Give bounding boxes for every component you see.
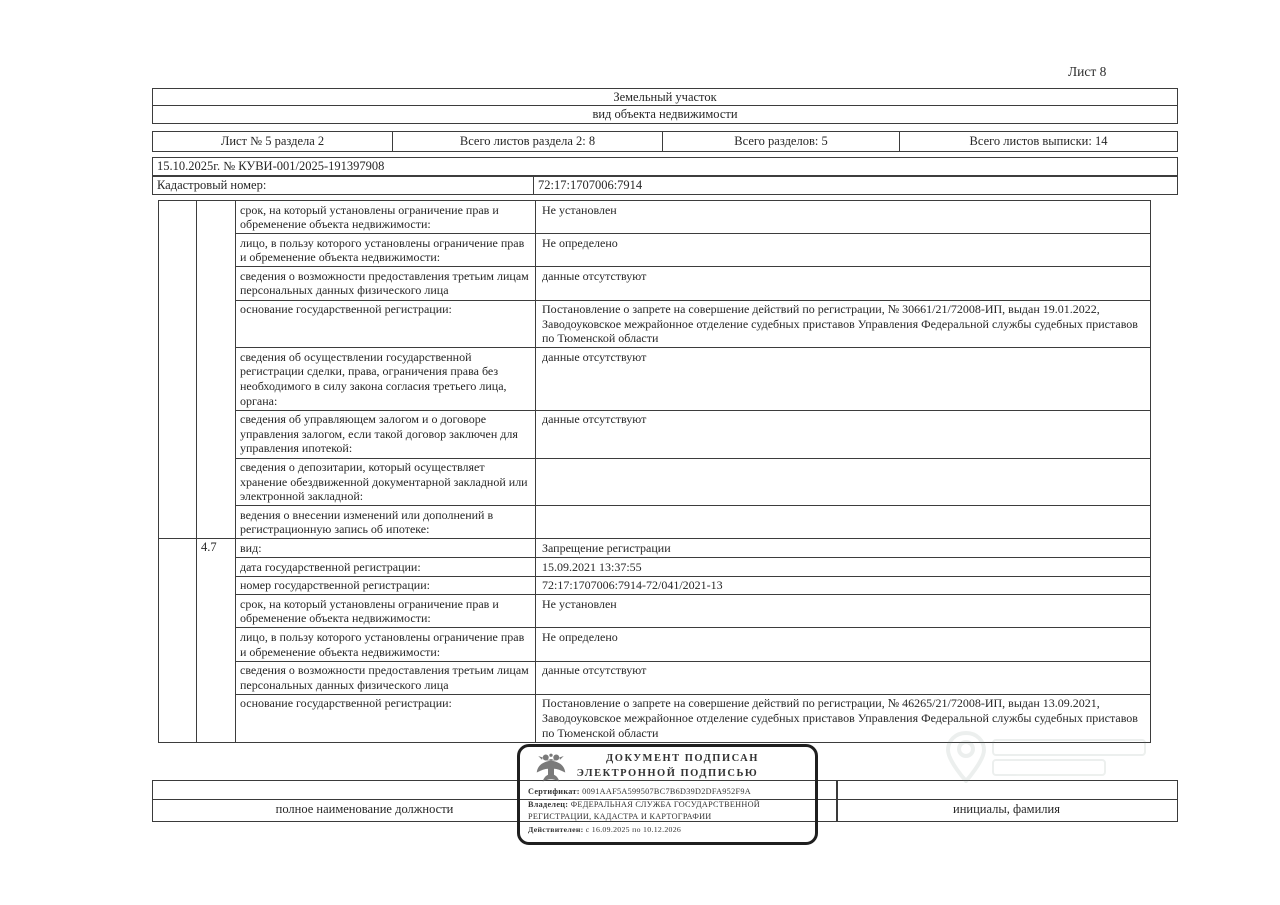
table-row	[159, 661, 1151, 694]
table-row	[159, 300, 1151, 348]
stamp-owner-line1: Владелец: ФЕДЕРАЛЬНАЯ СЛУЖБА ГОСУДАРСТВЕННОЙ	[528, 799, 761, 809]
row-value: 72:17:1707006:7914-72/041/2021-13	[536, 576, 1151, 595]
table-row	[159, 201, 1151, 234]
row-label: сведения об осуществлении государственной регистрации сделки, права, ограничения права без необходимого в силу закона согласия третьего лица, органа:	[236, 348, 536, 410]
row-value: данные отсутствуют	[536, 410, 1151, 458]
row-value: 15.09.2021 13:37:55	[536, 558, 1151, 577]
coat-of-arms-icon	[536, 752, 566, 784]
row-value	[536, 506, 1151, 539]
stamp-owner-line2: РЕГИСТРАЦИИ, КАДАСТРА И КАРТОГРАФИИ	[528, 812, 712, 821]
row-value: данные отсутствуют	[536, 348, 1151, 410]
watermark	[946, 724, 1182, 790]
signature-table-divider	[836, 781, 838, 821]
row-label: срок, на который установлены ограничение прав и обременение объекта недвижимости:	[236, 595, 536, 628]
row-label: основание государственной регистрации:	[236, 694, 536, 742]
row-value: Запрещение регистрации	[536, 539, 1151, 558]
row-value: Не установлен	[536, 595, 1151, 628]
table-row	[159, 595, 1151, 628]
row-value: Не определено	[536, 628, 1151, 661]
sheet-info-table	[152, 131, 1178, 152]
row-label: сведения о возможности предоставления третьим лицам персональных данных физического лица	[236, 267, 536, 300]
position-name-label: полное наименование должности	[275, 802, 454, 816]
stamp-title-line1: ДОКУМЕНТ ПОДПИСАН	[558, 751, 807, 766]
table-row	[159, 576, 1151, 595]
row-label: сведения о возможности предоставления третьим лицам персональных данных физического лица	[236, 661, 536, 694]
row-label: ведения о внесении изменений или дополнений в регистрационную запись об ипотеке:	[236, 506, 536, 539]
sheet-number: Лист 8	[1068, 64, 1107, 79]
cadastral-row	[152, 176, 1178, 195]
row-label: номер государственной регистрации:	[236, 576, 536, 595]
table-row	[159, 506, 1151, 539]
restrictions-table	[158, 200, 1151, 743]
row-value	[536, 458, 1151, 506]
table-row	[159, 267, 1151, 300]
row-label: срок, на который установлены ограничение прав и обременение объекта недвижимости:	[236, 201, 536, 234]
table-row	[159, 539, 1151, 558]
cadastral-value: 72:17:1707006:7914	[533, 176, 1178, 195]
stamp-certificate: Сертификат: 0091AAF5A599507BC7B6D39D2DFA952F9A	[528, 787, 751, 796]
row-label: вид:	[236, 539, 536, 558]
index-cell	[159, 201, 197, 539]
row-value: данные отсутствуют	[536, 267, 1151, 300]
row-label: сведения о депозитарии, который осуществляет хранение обездвиженной документарной закладной или электронной закладной:	[236, 458, 536, 506]
row-label: лицо, в пользу которого установлены ограничение прав и обременение объекта недвижимости:	[236, 234, 536, 267]
row-label: лицо, в пользу которого установлены ограничение прав и обременение объекта недвижимости:	[236, 628, 536, 661]
table-row	[159, 458, 1151, 506]
object-type-table	[152, 88, 1178, 124]
sheet-info-cell: Всего листов раздела 2: 8	[393, 131, 663, 152]
stamp-title-line2: ЭЛЕКТРОННОЙ ПОДПИСЬЮ	[528, 766, 807, 781]
row-label: сведения об управляющем залогом и о договоре управления залогом, если такой договор заключен для управления ипотекой:	[236, 410, 536, 458]
item-number-cell	[197, 201, 236, 539]
extract-date-number: 15.10.2025г. № КУВИ-001/2025-191397908	[152, 157, 1178, 176]
sheet-info-cell: Лист № 5 раздела 2	[152, 131, 393, 152]
row-value: Не определено	[536, 234, 1151, 267]
row-value: данные отсутствуют	[536, 661, 1151, 694]
object-type: Земельный участок	[152, 88, 1178, 106]
watermark-text-blur	[992, 736, 1146, 779]
e-signature-stamp	[517, 744, 818, 845]
table-row	[159, 348, 1151, 410]
item-number-cell: 4.7	[197, 539, 236, 742]
row-value: Не установлен	[536, 201, 1151, 234]
map-pin-icon	[946, 731, 986, 783]
index-cell	[159, 539, 197, 742]
row-label: основание государственной регистрации:	[236, 300, 536, 348]
table-row	[159, 628, 1151, 661]
row-value: Постановление о запрете на совершение действий по регистрации, № 30661/21/72008-ИП, выдан 19.01.2022, Заводоуковское межрайонное отделение судебных приставов Управления Федеральной службы судебных приставов по Тюменской области	[536, 300, 1151, 348]
row-value: Постановление о запрете на совершение действий по регистрации, № 46265/21/72008-ИП, выдан 13.09.2021, Заводоуковское межрайонное отделение судебных приставов Управления Федеральной службы судебных приставов по Тюменской области	[536, 694, 1151, 742]
initials-surname-label: инициалы, фамилия	[953, 802, 1060, 816]
table-row	[159, 234, 1151, 267]
object-type-caption: вид объекта недвижимости	[152, 106, 1178, 124]
table-row	[159, 410, 1151, 458]
stamp-validity: Действителен: с 16.09.2025 по 10.12.2026	[528, 824, 682, 834]
row-label: дата государственной регистрации:	[236, 558, 536, 577]
sheet-info-cell: Всего разделов: 5	[663, 131, 900, 152]
table-row	[159, 558, 1151, 577]
sheet-info-cell: Всего листов выписки: 14	[900, 131, 1178, 152]
cadastral-label: Кадастровый номер:	[152, 176, 533, 195]
